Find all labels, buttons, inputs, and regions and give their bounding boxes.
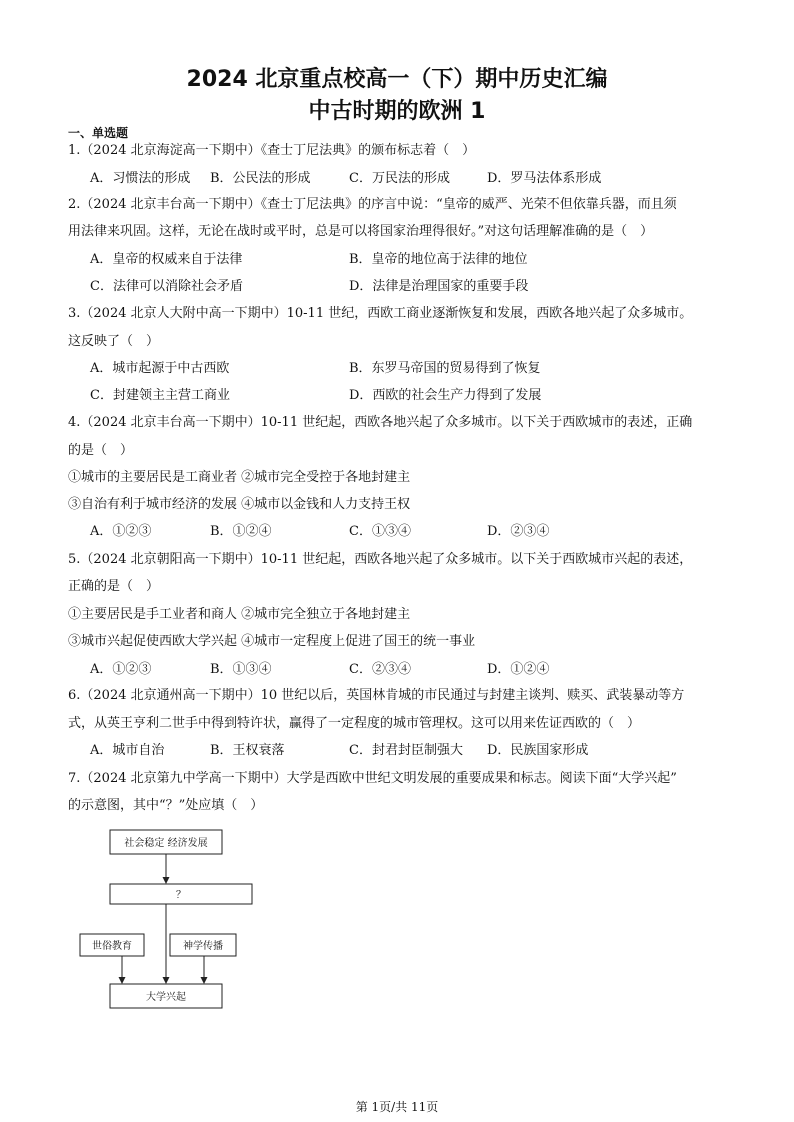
diagram-left-label: 世俗教育 (92, 941, 132, 952)
question-2-stem-line2: 用法律来巩固。这样，无论在战时或平时，总是可以将国家治理得很好。”对这句话理解准确的是（ ） (68, 224, 654, 239)
question-7-stem-line2: 的示意图，其中“？”处应填（ ） (68, 798, 264, 813)
university-rise-diagram (76, 826, 256, 1016)
question-4-stem-line1: 4.（2024 北京丰台高一下期中）10-11 世纪起，西欧各地兴起了众多城市。以下关于西欧城市的表述，正确 (68, 415, 693, 430)
q6-option-a: A．城市自治 (90, 743, 165, 758)
q5-option-a: A．①②③ (90, 662, 152, 677)
q2-option-c: C．法律可以消除社会矛盾 (90, 279, 243, 294)
question-5-stem-line1: 5.（2024 北京朝阳高一下期中）10-11 世纪起，西欧各地兴起了众多城市。以下关于西欧城市兴起的表述， (68, 552, 693, 567)
question-7-stem-line1: 7.（2024 北京第九中学高一下期中）大学是西欧中世纪文明发展的重要成果和标志。阅读下面“大学兴起” (68, 771, 677, 786)
diagram-top-label: 社会稳定 经济发展 (124, 838, 208, 849)
q2-option-d: D．法律是治理国家的重要手段 (349, 279, 529, 294)
q4-statements-line2: ③自治有利于城市经济的发展 ④城市以金钱和人力支持王权 (68, 497, 411, 512)
q5-option-b: B．①③④ (210, 662, 272, 677)
q1-option-d: D．罗马法体系形成 (487, 171, 602, 186)
section-heading: 一、单选题 (68, 126, 129, 140)
document-title-line1: 2024 北京重点校高一（下）期中历史汇编 (186, 67, 608, 92)
diagram-right-label: 神学传播 (183, 941, 223, 952)
diagram-middle-label: ？ (176, 890, 186, 901)
q5-statements-line1: ①主要居民是手工业者和商人 ②城市完全独立于各地封建主 (68, 607, 411, 622)
q3-option-d: D．西欧的社会生产力得到了发展 (349, 388, 542, 403)
q6-option-d: D．民族国家形成 (487, 743, 589, 758)
document-title-line2: 中古时期的欧洲 1 (308, 99, 486, 124)
question-4-stem-line2: 的是（ ） (68, 443, 134, 458)
question-3-stem-line1: 3.（2024 北京人大附中高一下期中）10-11 世纪，西欧工商业逐渐恢复和发展，西欧各地兴起了众多城市。 (68, 306, 693, 321)
question-6-stem-line1: 6.（2024 北京通州高一下期中）10 世纪以后，英国林肯城的市民通过与封建主谈判、赎买、武装暴动等方 (68, 688, 685, 703)
diagram-bottom-label: 大学兴起 (146, 992, 186, 1003)
q2-option-b: B．皇帝的地位高于法律的地位 (349, 252, 528, 267)
q1-option-c: C．万民法的形成 (349, 171, 450, 186)
q5-statements-line2: ③城市兴起促使西欧大学兴起 ④城市一定程度上促进了国王的统一事业 (68, 634, 476, 649)
question-3-stem-line2: 这反映了（ ） (68, 334, 160, 349)
q2-option-a: A．皇帝的权威来自于法律 (90, 252, 243, 267)
q4-option-b: B．①②④ (210, 524, 272, 539)
q6-option-b: B．王权衰落 (210, 743, 285, 758)
q3-option-b: B．东罗马帝国的贸易得到了恢复 (349, 361, 541, 376)
q6-option-c: C．封君封臣制强大 (349, 743, 463, 758)
q1-option-b: B．公民法的形成 (210, 171, 311, 186)
page-footer: 第 1页/共 11页 (355, 1100, 439, 1114)
q1-option-a: A．习惯法的形成 (90, 171, 191, 186)
q4-option-c: C．①③④ (349, 524, 411, 539)
question-2-stem-line1: 2.（2024 北京丰台高一下期中）《查士丁尼法典》的序言中说：“皇帝的威严、光荣不但依靠兵器，而且须 (68, 197, 677, 212)
q5-option-d: D．①②④ (487, 662, 550, 677)
question-1-stem: 1.（2024 北京海淀高一下期中）《查士丁尼法典》的颁布标志着（ ） (68, 143, 476, 158)
q3-option-a: A．城市起源于中古西欧 (90, 361, 230, 376)
q5-option-c: C．②③④ (349, 662, 411, 677)
q4-option-a: A．①②③ (90, 524, 152, 539)
question-6-stem-line2: 式，从英王亨利二世手中得到特许状，赢得了一定程度的城市管理权。这可以用来佐证西欧的（ ） (68, 716, 641, 731)
q3-option-c: C．封建领主主营工商业 (90, 388, 230, 403)
question-5-stem-line2: 正确的是（ ） (68, 579, 160, 594)
q4-option-d: D．②③④ (487, 524, 550, 539)
q4-statements-line1: ①城市的主要居民是工商业者 ②城市完全受控于各地封建主 (68, 470, 411, 485)
